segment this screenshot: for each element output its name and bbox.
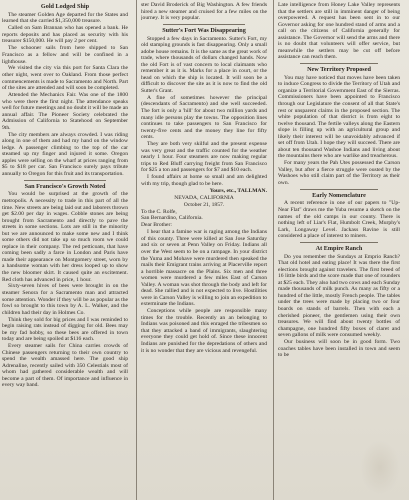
article-paragraph: The schooner sails from here shipped to San Francisco as a fellow and will be confined in a lighthouse. [2,45,128,65]
section-divider [300,189,378,190]
article-paragraph: For many years the Pah Utes possessed the Carson Valley, but after a fierce struggle were ousted by the Washoes who still claim part of the Territory as their own. [278,160,400,186]
article-paragraph: A recent reference in one of our papers to "Up-Near Flat" draws me the Yuba resume a sketch on the names of the old camps in our county. There is nothing left of Liar's Flat, Humbolt Creek, Murphy's Lark, Longaway Level. Jackass Ravine is still considered a place of interest to miners. [278,200,400,240]
article-paragraph: ster David Broderick of Big Washington. A few friends hired a new steamer and cruised for a few miles on the journey. It is very popular. [141,2,267,22]
section-divider [300,242,378,243]
letter-signature: Yours, etc., TALLMAN. [209,187,267,194]
article-paragraph: The city members are always crowded. I was riding along in one of them and had my hand on the window ledge. A passenger climbing to the top of the car steamed up my finger and injured it some. Oregon apples were selling on the wharf at prices ranging from $5 to $18 per car. San Francisco surely pays tribute annually to Oregon for this fruit and its transportation. [2,131,128,177]
article-paragraph: Attended the Mechanics Fair. Was one of the 1800 who were there the first night. The attendance speaks well for future meetings and no doubt it will be made an annual affair. The Pioneer Society celebrated the Admission of California to Statehood on September 9th. [2,92,128,131]
section-headline: Sutter's Fort Was Disappearing [162,26,246,34]
article-paragraph: Late intelligence from Honey Lake Valley represents that the settlers are still in imminent danger of being overpowered. A request has been sent in to our Governor asking for one hundred stand of arms and a call on the citizens of California generally for assistance. The Governor will send the arms and there is no doubt that volunteers will offer service, but meanwhile the settlers may be cut off before assistance can reach them. [278,2,400,61]
article-paragraph: Do you remember the Sundays at Emprio Ranch? That old hotel and eating place! It was there the first elections brought against travelers. The first breed of 16 little birds and the score made that one of rounders at $25 each. They also had two cows and each Sunday made thousands of milk punch. As many as fifty or a hundred of the little, mostly French people. The tables under the trees were made by placing two or four boards on stands of barrels. Then with each a cherished pioneer, the gentlemen using their own treasures. We will find about twenty bottles of champagne, one hundred fifty boxes of claret and seven gallons of milk were consumed weekly. [278,253,400,339]
article-paragraph: Our business will soon be in good form. Two coaches tables have been installed in town and seem to be [278,339,400,359]
article-paragraph: Stopped a few days in Sacramento. Sutter's Fort, my old stamping grounds is fast disappearing. Only a small adobe house remains. It is the same as the great work of trade, where thousands of dollars changed hands. Now the old Fort is of vast concern to local claimants who remember it as it is. Marks for a place in court, or the head on which the ship is located. It will soon be a difficult to discover the site as it is now to find the old Sutter's Grant. [141,35,267,94]
section-headline: San Francisco's Growth Noted [24,182,106,190]
section-divider [24,180,106,181]
article-paragraph: Dear Brother: [141,222,172,229]
article-paragraph: We visited the city via this port for Santa Clara the other night, went over to Oakland. From those perfect commencements is made to Sacramento and North. Part of the sites are attended and will soon be completed. [2,65,128,92]
section-divider [163,24,245,25]
article-paragraph: The steamer Golden Age departed for the States and learned that she carried $1,350,000 treasure. [2,11,128,25]
article-paragraph: To the C. Rolfe, [141,208,177,215]
article-paragraph: San Bernardino, California. [141,215,203,222]
column-divider [136,0,137,500]
article-paragraph: Sixty-seven hives of bees were brought in on the steamer Senora for a Sacramento man and attracted some attention. Wonder if they will be as popular as the fowl so brought to this town by A. L. Walker, and the children had their day in Holmes Co. [2,283,128,316]
dateline: NEVADA, CALIFORNIA [174,194,234,201]
section-headline: At Empire Ranch [315,244,363,252]
article-paragraph: Called on Sam Brannan who has opened a bank. He reports deposits and has placed as security with his treasurer $150,000. He will pay 2 per cent. [2,25,128,45]
section-headline: New Territory Proposed [307,65,371,73]
article-paragraph: I found affairs at home so small and am delighted with my trip, though glad to be here. [141,174,267,187]
dateline: October 21, 1857. [183,201,225,208]
paper-stain [360,440,400,495]
article-paragraph: Conceptions while people are responsible many times for the trouble. Recently an an belonging to Indians was poisoned and this enraged the tribesmen so that they attacked a band of immigrants, slaughtering everyone they could get hold of. Since these innocent Indians are punished for the depredations of others and it is no wonder that they are vicious and revengeful. [141,308,267,354]
section-headline: Early Nomenclature [312,191,366,199]
article-paragraph: You may have noticed that moves have been taken to induce Congress to divide the Territory of Utah and organize a Territorial Government East of the Sierras. Commissioners have been appointed to Francisco through our Legislature the consent of all that State's rest or unsparent claims in the proposed section. The white population of that district is from eight to twelve thousand. The fertile valleys along the Eastern slope is filling up with an agricultural group and likely their interest will be unavoidably advanced if set off from Utah. I hope they will succeed. There are about ten thousand Washoe Indians and living about the mountains there who are warlike and treacherous. [278,74,400,160]
column-divider [273,0,274,500]
article-paragraph: Every steamer sails for China carries crowds of Chinese passengers returning to their own country to spend the wealth amassed here. The good ship Adrenaline, recently sailed with 350 Celestials most of whom had gathered considerable wealth and will become a part of them. Of importance and influence in every way band. [2,343,128,389]
column-left [2,2,128,498]
article-paragraph: I hear that a famine war is raging among the Indians of this county. Three were killed at San Jose Saturday and six or seven at Penn Valley on Friday. Indians all over the West seem to be on a rampage. In your district the Yuma and Mohave were murdered then speaked the mails their Emigrant trains arriving at Placerville report a horrible massacre on the Plains. Six men and three women were murdered a few miles East of Carson Valley. A woman was shot through the body and left for dead. She rallied and is not expected to live. Hostilities were in Carson Valley is willing to join an expedition to exterminate the Indians. [141,229,267,308]
column-middle [141,2,267,498]
column-right [278,2,400,498]
section-headline: Gold Lodged Ship [40,3,90,10]
article-paragraph: You would be surprised at the growth of the metropolis. A necessity to trade in this part of all the time. New streets are being laid out and laborers thrown get $2.00 per day in wages. Cobble stones are being brought from Sacramento and directly to pave the streets in some sections. Lots are still in the minority but we are announced to make some new and I think some others did not take up so much room we could replace in their company. The red petticoats, that have coming been sadly a farce in London and Paris have made their appearance on Montgomery street, worn by a handsome woman with her dress looped up to show the new bloomer skirt. It caused quite an excitement. Red cloth has advanced in price, 1 hour. [2,191,128,283]
section-divider [300,63,378,64]
article-paragraph: Think they sold for big prices and I was reminded to begin raising rats instead of digging for old. Bees may be my fad hobby, so these bees are offered in town today and are being spoiled at $116 each. [2,316,128,343]
article-paragraph: A fine of sometimes however the principal (descendants of Sacramento) and she well succeeded. The fort is only a 'hill' for about two million yards and many idle persons play the towns. The opposition lines continues to take passengers to San Francisco for twenty-five cents and the money they line for fifty cents. [141,94,267,141]
article-paragraph: They are both very skilful and the present expense was very great and the traffic counted for the weather nearly 1 hour. Four steamers are now making regular trips to Red Bluff carrying freight from San Francisco for $25 a ton and passengers for $7 and $10 each. [141,141,267,174]
